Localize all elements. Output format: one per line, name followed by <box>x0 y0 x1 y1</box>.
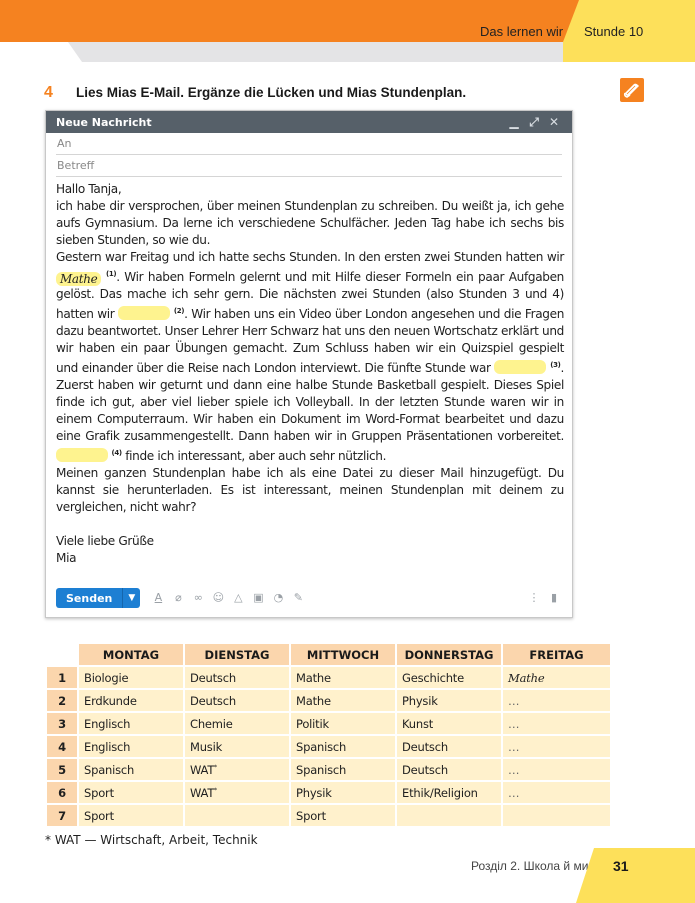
table-cell: Erdkunde <box>79 690 183 711</box>
header-mittwoch: MITTWOCH <box>291 644 395 665</box>
header-donnerstag: DONNERSTAG <box>397 644 501 665</box>
drive-icon[interactable]: △ <box>234 591 243 604</box>
table-cell: Englisch <box>79 736 183 757</box>
table-cell: Chemie <box>185 713 289 734</box>
table-cell: Deutsch <box>185 667 289 688</box>
header-freitag: FREITAG <box>503 644 610 665</box>
close-icon[interactable]: ✕ <box>548 115 560 129</box>
table-cell: Physik <box>397 690 501 711</box>
timetable <box>45 642 612 828</box>
to-field[interactable]: An <box>56 133 562 155</box>
gap-3-blank[interactable] <box>494 360 546 374</box>
email-text: . Wir haben Formeln gelernt und mit Hilfe dieser Formeln ein paar Aufgaben gelöst. Das mache ich sehr gern. Die nächsten zwei Stunden (also Stunden 3 und 4) hatten wir <box>56 270 564 321</box>
table-cell: Englisch <box>79 713 183 734</box>
task-title: Lies Mias E-Mail. Ergänze die Lücken und Mias Stundenplan. <box>76 85 467 100</box>
link-icon[interactable]: ∞ <box>193 591 203 604</box>
period-number: 1 <box>47 667 77 688</box>
page-number-tab <box>576 848 695 903</box>
text-format-icon[interactable]: A <box>154 591 163 604</box>
send-button[interactable] <box>56 588 140 608</box>
table-cell <box>185 805 289 826</box>
period-number: 2 <box>47 690 77 711</box>
table-cell: Kunst <box>397 713 501 734</box>
table-cell-wat <box>185 782 289 803</box>
table-cell: Musik <box>185 736 289 757</box>
email-paragraph-2 <box>56 249 564 465</box>
header-section-label: Das lernen wir <box>480 24 564 39</box>
signature-pen-icon[interactable]: ✎ <box>293 591 303 604</box>
table-row <box>47 690 610 711</box>
chevron-down-icon[interactable]: ▼ <box>122 588 140 608</box>
table-cell: Spanisch <box>79 759 183 780</box>
table-cell-blank[interactable]: … <box>503 736 610 757</box>
email-toolbar <box>56 587 564 609</box>
table-cell-blank[interactable]: … <box>503 690 610 711</box>
table-row <box>47 736 610 757</box>
email-window-title: Neue Nachricht <box>56 115 152 129</box>
table-cell-blank[interactable]: … <box>503 759 610 780</box>
email-body[interactable] <box>56 181 564 567</box>
email-text: . Wir haben uns ein Video über London angesehen und die Fragen dazu beantwortet. Unser Lehrer Herr Schwarz hat uns den neuen Wortschatz erklärt und wir haben ein paar Übungen gemacht. Zum Schluss haben wir ein Quizspiel gespielt und einander über die Reise nach London interviewt. Die fünfte Stunde war <box>56 307 565 375</box>
confidential-icon[interactable]: ◔ <box>273 591 284 604</box>
table-cell: Physik <box>291 782 395 803</box>
table-cell: Sport <box>79 782 183 803</box>
table-cell: Geschichte <box>397 667 501 688</box>
email-paragraph-1: ich habe dir versprochen, über meinen Stundenplan zu schreiben. Du weißt ja, ich gehe aufs Gymnasium. Da lerne ich verschiedene Schulfächer. Jeden Tag habe ich sechs bis sieben Stunden, so wie du. <box>56 199 564 247</box>
table-row <box>47 667 610 688</box>
email-signature: Mia <box>56 551 77 565</box>
email-text: Gestern war Freitag und ich hatte sechs Stunden. In den ersten zwei Stunden hatten wir <box>56 250 564 264</box>
table-cell: Ethik/Religion <box>397 782 501 803</box>
expand-icon[interactable]: ⤢ <box>529 115 539 129</box>
gap-1-mark: (1) <box>105 270 117 278</box>
footnote-mark: * <box>214 786 217 794</box>
header-lesson-label: Stunde 10 <box>584 24 644 39</box>
trash-icon[interactable]: ▮ <box>550 591 558 604</box>
table-cell: Mathe <box>291 690 395 711</box>
chapter-label: Розділ 2. Школа й ми <box>471 859 589 873</box>
table-row <box>47 782 610 803</box>
table-cell: Sport <box>79 805 183 826</box>
table-cell <box>397 805 501 826</box>
table-cell: Politik <box>291 713 395 734</box>
period-number: 5 <box>47 759 77 780</box>
period-number: 4 <box>47 736 77 757</box>
subject-field[interactable]: Betreff <box>56 155 562 177</box>
table-row <box>47 759 610 780</box>
email-paragraph-3: Meinen ganzen Stundenplan habe ich als eine Datei zu dieser Mail hinzugefügt. Du kannst sie herunterladen. Es ist interessant, meinen Stundenplan mit deinem zu vergleichen, nicht wahr? <box>56 466 564 514</box>
timetable-header-row <box>47 644 610 665</box>
table-row <box>47 805 610 826</box>
table-cell: Deutsch <box>397 759 501 780</box>
period-number: 6 <box>47 782 77 803</box>
email-blank-line <box>56 516 564 533</box>
send-button-label: Senden <box>66 591 113 605</box>
table-cell-blank[interactable]: … <box>503 782 610 803</box>
gap-1-answer[interactable]: Mathe <box>56 272 101 286</box>
period-number: 7 <box>47 805 77 826</box>
image-icon[interactable]: ▣ <box>253 591 264 604</box>
table-cell-blank[interactable]: … <box>503 713 610 734</box>
table-cell: Mathe <box>291 667 395 688</box>
table-row <box>47 713 610 734</box>
header-montag: MONTAG <box>79 644 183 665</box>
task-number: 4 <box>44 84 53 101</box>
gap-4-blank[interactable] <box>56 448 108 462</box>
header-gray-strip <box>68 42 568 62</box>
email-closing: Viele liebe Grüße <box>56 534 154 548</box>
more-options-icon[interactable]: ⋮ <box>528 591 540 604</box>
table-cell-answer[interactable]: Mathe <box>503 667 610 688</box>
table-cell <box>503 805 610 826</box>
email-text: . Zuerst haben wir geturnt und dann eine halbe Stunde Basketball gespielt. Dieses Spiel finde ich gut, aber viel lieber spiele ich Volleyball. In der letzten Stunde waren wir in einem Computerraum. Wir haben ein Dokument im Word-Format bearbeitet und dazu eine Grafik zusammengestellt. Dann haben wir in Gruppen Präsentationen vorbereitet. <box>56 361 564 443</box>
minimize-icon[interactable]: ▁ <box>509 115 519 129</box>
email-greeting: Hallo Tanja, <box>56 182 122 196</box>
header-dienstag: DIENSTAG <box>185 644 289 665</box>
table-cell: Spanisch <box>291 759 395 780</box>
gap-3-mark: (3) <box>550 361 561 369</box>
gap-2-mark: (2) <box>173 307 185 315</box>
emoji-icon[interactable]: ☺ <box>212 591 225 604</box>
table-cell: Spanisch <box>291 736 395 757</box>
period-number: 3 <box>47 713 77 734</box>
table-cell: Biologie <box>79 667 183 688</box>
page-number: 31 <box>613 858 629 874</box>
table-cell-wat <box>185 759 289 780</box>
email-compose-window <box>45 110 573 618</box>
table-cell: Deutsch <box>397 736 501 757</box>
gap-4-mark: (4) <box>111 449 122 457</box>
footnote: * WAT — Wirtschaft, Arbeit, Technik <box>45 833 258 847</box>
email-text: finde ich interessant, aber auch sehr nützlich. <box>125 449 387 463</box>
email-title-bar <box>46 111 572 133</box>
cell-text: WAT <box>190 762 215 777</box>
table-cell: Deutsch <box>185 690 289 711</box>
gap-2-blank[interactable] <box>118 306 170 320</box>
corner-cell <box>47 644 77 665</box>
cell-text: WAT <box>190 785 215 800</box>
footnote-mark: * <box>214 763 217 771</box>
table-cell: Sport <box>291 805 395 826</box>
book-icon <box>620 78 644 102</box>
attachment-icon[interactable]: ⌀ <box>175 591 182 604</box>
